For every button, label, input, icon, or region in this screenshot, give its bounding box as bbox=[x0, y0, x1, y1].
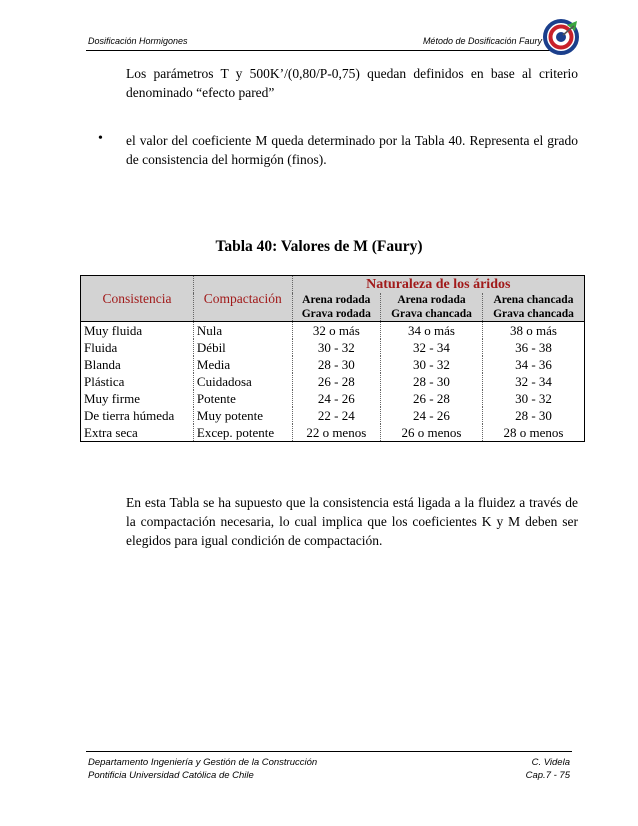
subheader-label: Grava rodada bbox=[301, 308, 371, 320]
paragraph-efecto-pared: Los parámetros T y 500K’/(0,80/P-0,75) quedan definidos en base al criterio denominado “efecto pared” bbox=[126, 66, 578, 100]
cell-value: 34 o más bbox=[380, 322, 482, 340]
cell-compactacion: Excep. potente bbox=[193, 424, 292, 442]
cell-value: 30 - 32 bbox=[292, 339, 380, 356]
cell-value: 32 - 34 bbox=[482, 373, 584, 390]
footer-university: Pontificia Universidad Católica de Chile bbox=[88, 770, 254, 781]
cell-value: 24 - 26 bbox=[292, 390, 380, 407]
table-row bbox=[81, 390, 585, 407]
page-header bbox=[86, 36, 572, 51]
cell-value: 26 - 28 bbox=[292, 373, 380, 390]
cell-compactacion: Cuidadosa bbox=[193, 373, 292, 390]
footer-department: Departamento Ingeniería y Gestión de la Construcción bbox=[88, 757, 318, 768]
cell-consistencia: Blanda bbox=[81, 356, 194, 373]
paragraph-supuesto-consistencia: En esta Tabla se ha supuesto que la consistencia está ligada a la fluidez a través de la compactación necesaria, lo cual implica que los coeficientes K y M deben ser elegidos para igual condición de compactación. bbox=[126, 495, 578, 548]
subheader-label: Arena chancada bbox=[493, 294, 574, 306]
footer-page-number: Cap.7 - 75 bbox=[525, 770, 570, 781]
cell-consistencia: Plástica bbox=[81, 373, 194, 390]
target-logo-icon bbox=[543, 19, 579, 55]
subheader-rodada-rodada bbox=[292, 293, 380, 322]
footer-left bbox=[88, 756, 317, 782]
cell-value: 28 o menos bbox=[482, 424, 584, 442]
cell-compactacion: Nula bbox=[193, 322, 292, 340]
table-valores-m bbox=[80, 275, 585, 442]
footer-right bbox=[526, 756, 570, 782]
cell-value: 34 - 36 bbox=[482, 356, 584, 373]
cell-value: 30 - 32 bbox=[380, 356, 482, 373]
cell-value: 30 - 32 bbox=[482, 390, 584, 407]
cell-consistencia: Extra seca bbox=[81, 424, 194, 442]
table-title: Tabla 40: Valores de M (Faury) bbox=[215, 238, 423, 255]
cell-value: 22 - 24 bbox=[292, 407, 380, 424]
header-naturaleza-aridos: Naturaleza de los áridos bbox=[292, 276, 584, 294]
cell-value: 28 - 30 bbox=[380, 373, 482, 390]
header-consistencia: Consistencia bbox=[81, 276, 194, 322]
subheader-label: Grava chancada bbox=[493, 308, 574, 320]
header-left-text: Dosificación Hormigones bbox=[88, 36, 188, 46]
cell-value: 32 o más bbox=[292, 322, 380, 340]
cell-value: 28 - 30 bbox=[482, 407, 584, 424]
cell-compactacion: Débil bbox=[193, 339, 292, 356]
table-header-row bbox=[81, 276, 585, 294]
paragraph-coeficiente-m: el valor del coeficiente M queda determinado por la Tabla 40. Representa el grado de consistencia del hormigón (finos). bbox=[126, 133, 578, 167]
table-row bbox=[81, 424, 585, 442]
subheader-label: Grava chancada bbox=[391, 308, 472, 320]
subheader-rodada-chancada bbox=[380, 293, 482, 322]
cell-value: 28 - 30 bbox=[292, 356, 380, 373]
cell-consistencia: Muy fluida bbox=[81, 322, 194, 340]
cell-compactacion: Muy potente bbox=[193, 407, 292, 424]
cell-value: 32 - 34 bbox=[380, 339, 482, 356]
cell-consistencia: Muy firme bbox=[81, 390, 194, 407]
cell-value: 26 - 28 bbox=[380, 390, 482, 407]
table-row bbox=[81, 322, 585, 340]
cell-value: 36 - 38 bbox=[482, 339, 584, 356]
bullet-marker: • bbox=[98, 131, 103, 146]
cell-consistencia: De tierra húmeda bbox=[81, 407, 194, 424]
table-row bbox=[81, 339, 585, 356]
cell-value: 24 - 26 bbox=[380, 407, 482, 424]
cell-consistencia: Fluida bbox=[81, 339, 194, 356]
subheader-label: Arena rodada bbox=[397, 294, 466, 306]
cell-value: 26 o menos bbox=[380, 424, 482, 442]
table-row bbox=[81, 407, 585, 424]
cell-compactacion: Media bbox=[193, 356, 292, 373]
subheader-chancada-chancada bbox=[482, 293, 584, 322]
subheader-label: Arena rodada bbox=[302, 294, 371, 306]
header-right-text: Método de Dosificación Faury bbox=[422, 36, 542, 46]
cell-value: 22 o menos bbox=[292, 424, 380, 442]
table-row bbox=[81, 373, 585, 390]
cell-value: 38 o más bbox=[482, 322, 584, 340]
cell-compactacion: Potente bbox=[193, 390, 292, 407]
page-footer bbox=[86, 751, 572, 781]
footer-author: C. Videla bbox=[531, 757, 570, 768]
header-compactacion: Compactación bbox=[193, 276, 292, 322]
table-row bbox=[81, 356, 585, 373]
